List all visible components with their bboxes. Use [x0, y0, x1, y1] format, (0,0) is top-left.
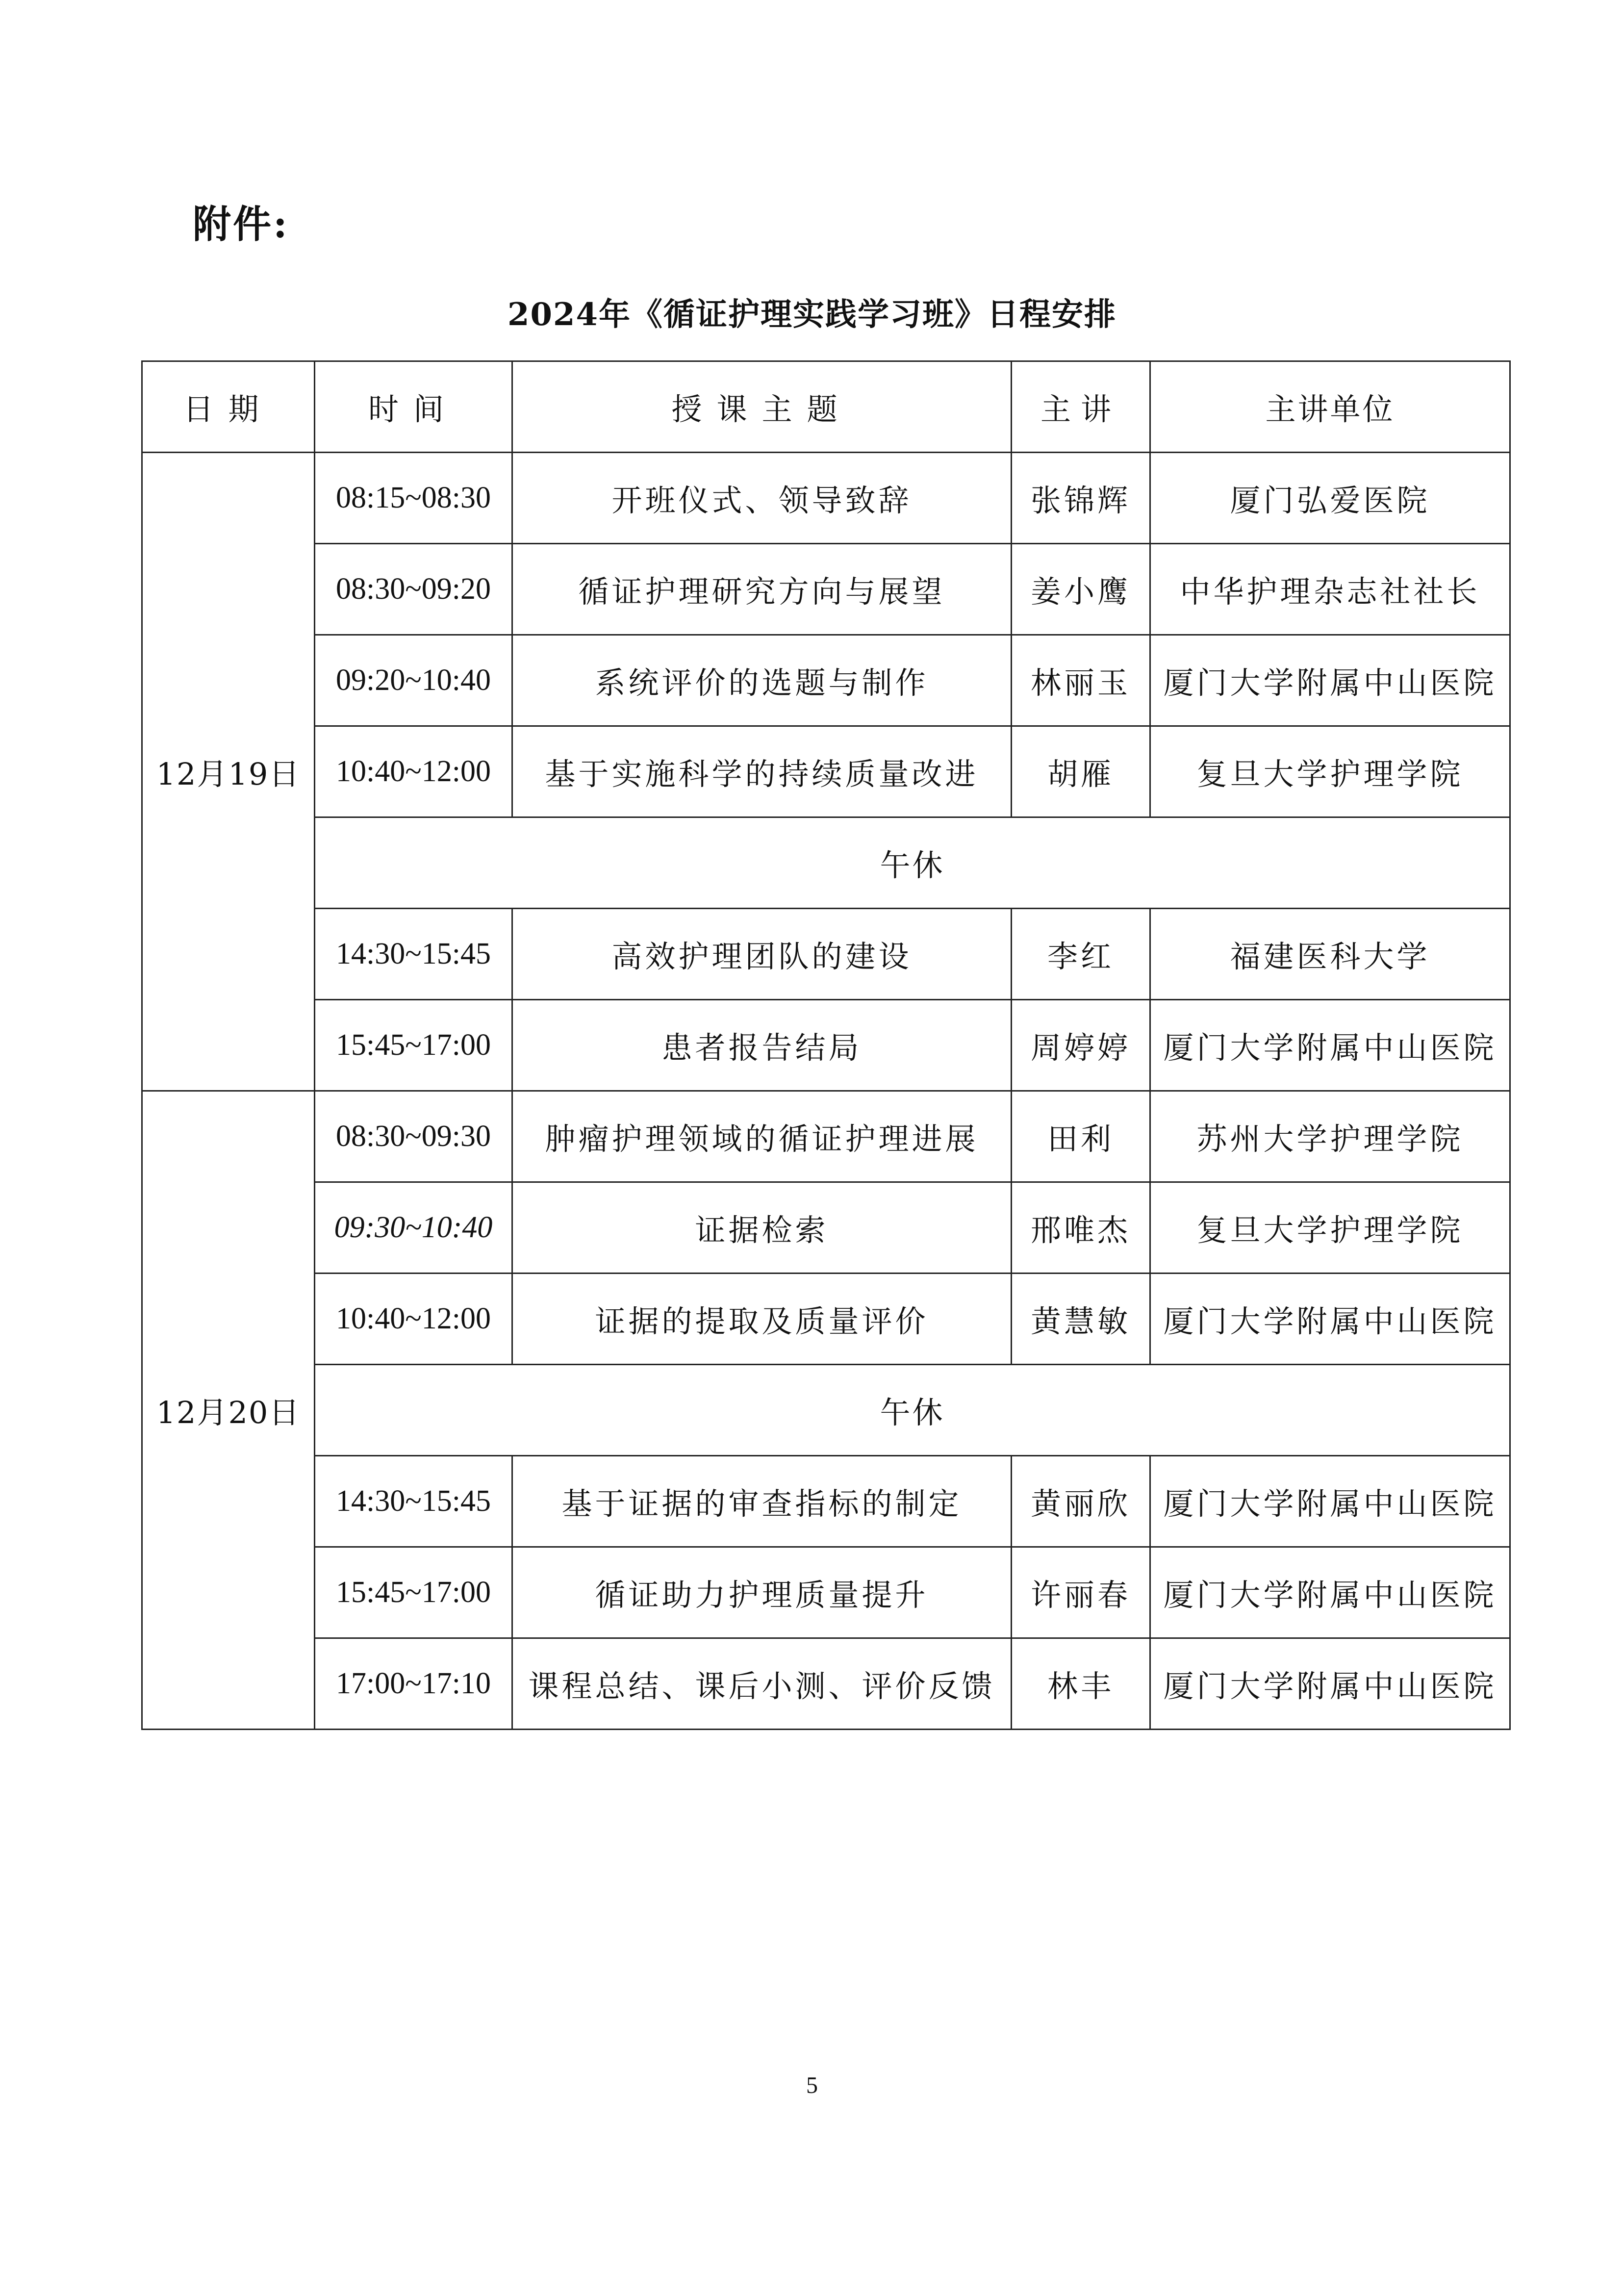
date-cell-day2: 12月20日 — [142, 1091, 315, 1730]
time-cell: 09:20~10:40 — [315, 635, 512, 726]
unit-cell: 厦门大学附属中山医院 — [1150, 1000, 1510, 1091]
table-row — [142, 635, 1510, 726]
time-cell: 17:00~17:10 — [315, 1638, 512, 1730]
table-row — [142, 909, 1510, 1000]
unit-cell: 中华护理杂志社社长 — [1150, 544, 1510, 635]
unit-cell: 厦门大学附属中山医院 — [1150, 1547, 1510, 1638]
table-row — [142, 1091, 1510, 1182]
table-row — [142, 1000, 1510, 1091]
header-date: 日期 — [142, 361, 315, 453]
unit-cell: 厦门大学附属中山医院 — [1150, 1274, 1510, 1365]
table-row — [142, 544, 1510, 635]
unit-cell: 复旦大学护理学院 — [1150, 1182, 1510, 1274]
unit-cell: 厦门大学附属中山医院 — [1150, 635, 1510, 726]
topic-cell: 系统评价的选题与制作 — [512, 635, 1012, 726]
speaker-cell: 李红 — [1012, 909, 1150, 1000]
topic-cell: 开班仪式、领导致辞 — [512, 453, 1012, 544]
speaker-cell: 张锦辉 — [1012, 453, 1150, 544]
topic-cell: 基于实施科学的持续质量改进 — [512, 726, 1012, 817]
table-row — [142, 1638, 1510, 1730]
table-row — [142, 726, 1510, 817]
speaker-cell: 姜小鹰 — [1012, 544, 1150, 635]
unit-cell: 厦门大学附属中山医院 — [1150, 1638, 1510, 1730]
topic-cell: 证据的提取及质量评价 — [512, 1274, 1012, 1365]
unit-cell: 厦门弘爱医院 — [1150, 453, 1510, 544]
time-cell: 09:30~10:40 — [315, 1182, 512, 1274]
header-topic: 授课主题 — [512, 361, 1012, 453]
topic-cell: 患者报告结局 — [512, 1000, 1012, 1091]
time-cell: 10:40~12:00 — [315, 726, 512, 817]
header-unit: 主讲单位 — [1150, 361, 1510, 453]
speaker-cell: 林丰 — [1012, 1638, 1150, 1730]
table-row — [142, 1547, 1510, 1638]
unit-cell: 厦门大学附属中山医院 — [1150, 1456, 1510, 1547]
date-cell-day1: 12月19日 — [142, 453, 315, 1091]
attachment-label: 附件: — [193, 202, 289, 247]
topic-cell: 肿瘤护理领域的循证护理进展 — [512, 1091, 1012, 1182]
topic-cell: 基于证据的审查指标的制定 — [512, 1456, 1012, 1547]
header-time: 时间 — [315, 361, 512, 453]
speaker-cell: 胡雁 — [1012, 726, 1150, 817]
time-cell: 08:30~09:20 — [315, 544, 512, 635]
time-cell: 10:40~12:00 — [315, 1274, 512, 1365]
speaker-cell: 邢唯杰 — [1012, 1182, 1150, 1274]
unit-cell: 复旦大学护理学院 — [1150, 726, 1510, 817]
break-row — [142, 817, 1510, 909]
table-row — [142, 1274, 1510, 1365]
header-row — [142, 361, 1510, 453]
speaker-cell: 林丽玉 — [1012, 635, 1150, 726]
topic-cell: 课程总结、课后小测、评价反馈 — [512, 1638, 1012, 1730]
time-cell: 08:30~09:30 — [315, 1091, 512, 1182]
document-title: 2024年《循证护理实践学习班》日程安排 — [507, 296, 1117, 333]
topic-cell: 证据检索 — [512, 1182, 1012, 1274]
unit-cell: 福建医科大学 — [1150, 909, 1510, 1000]
time-cell: 15:45~17:00 — [315, 1547, 512, 1638]
time-cell: 15:45~17:00 — [315, 1000, 512, 1091]
table-row — [142, 1456, 1510, 1547]
table-row — [142, 453, 1510, 544]
topic-cell: 循证助力护理质量提升 — [512, 1547, 1012, 1638]
table-row — [142, 1182, 1510, 1274]
time-cell: 08:15~08:30 — [315, 453, 512, 544]
schedule-table — [141, 360, 1511, 1730]
speaker-cell: 黄慧敏 — [1012, 1274, 1150, 1365]
speaker-cell: 许丽春 — [1012, 1547, 1150, 1638]
time-cell: 14:30~15:45 — [315, 1456, 512, 1547]
speaker-cell: 周婷婷 — [1012, 1000, 1150, 1091]
lunch-break-cell: 午休 — [315, 817, 1510, 909]
topic-cell: 循证护理研究方向与展望 — [512, 544, 1012, 635]
unit-cell: 苏州大学护理学院 — [1150, 1091, 1510, 1182]
speaker-cell: 黄丽欣 — [1012, 1456, 1150, 1547]
break-row — [142, 1365, 1510, 1456]
topic-cell: 高效护理团队的建设 — [512, 909, 1012, 1000]
time-cell: 14:30~15:45 — [315, 909, 512, 1000]
page-number: 5 — [806, 2072, 818, 2098]
speaker-cell: 田利 — [1012, 1091, 1150, 1182]
lunch-break-cell: 午休 — [315, 1365, 1510, 1456]
header-speaker: 主讲 — [1012, 361, 1150, 453]
